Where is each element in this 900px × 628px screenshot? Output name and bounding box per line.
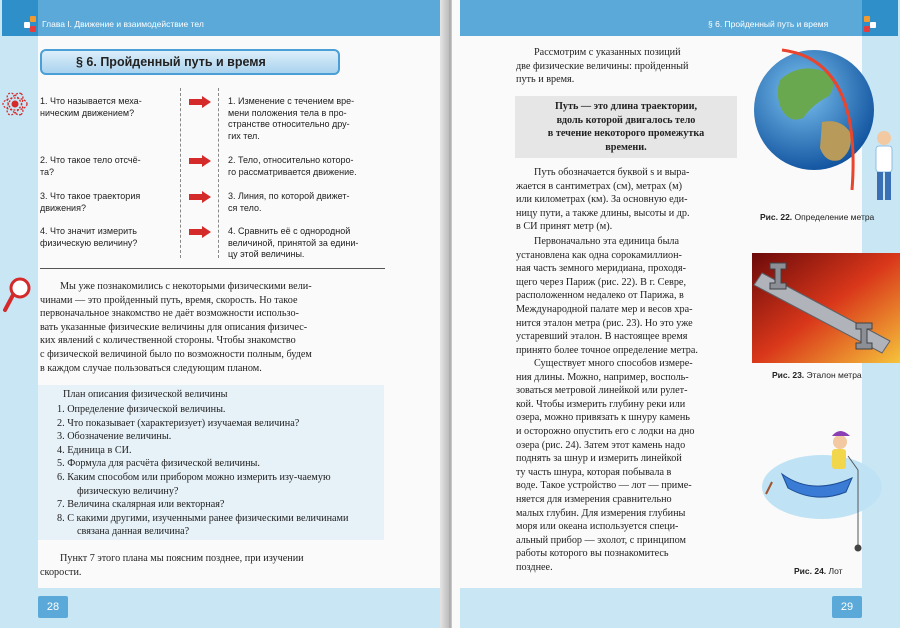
- right-corner-block: [862, 0, 898, 36]
- intro-paragraph: Мы уже познакомились с некоторыми физическими вели- чинами — это пройденный путь, время, скорость. Но такое первоначальное знакомство не даёт возможности использо- вать указанные физические величины для описания физичес- ких явлений с количественной стороны. Чтобы знакомство с физической величиной было по возможности полным, будем в каждом случае пользоваться следующим планом.: [40, 281, 312, 374]
- plan-title: План описания физической величины: [63, 389, 228, 400]
- arrow-right-icon: [189, 226, 211, 238]
- boat-figure: [762, 412, 900, 562]
- corner-dot: [864, 26, 870, 32]
- plan-item: 7. Величина скалярная или векторная?: [57, 499, 225, 511]
- answer-1: 1. Изменение с течением вре- мени положения тела в про- странстве относительно дру- гих тел.: [228, 96, 355, 141]
- left-page: [0, 0, 448, 628]
- plan-item: 8. С какими другими, изученными ранее физическими величинами связана данная величина?: [57, 512, 349, 538]
- caption-fig24: Рис. 24. Лот: [794, 566, 843, 576]
- plan-item: 6. Каким способом или прибором можно измерить изу-чаемую физическую величину?: [57, 471, 331, 497]
- paragraph-4: Существует много способов измере- ния длины. Можно, например, восполь- зоваться метровой линейкой или рулет- кой. Чтобы измерить глубину реки или озера, можно привязать к шнуру камень и осторожно опустить его с лодки на дно озера (рис. 24). Затем этот камень надо поднять за шнур и измерить линейкой ту часть шнура, которая побывала в воде. Такое устройство — лот — приме- няется для измерения сравнительно малых глубин. Для измерения глубины моря или океана используется специ- альный прибор — эхолот, с принципом работы которого вы познакомитесь позднее.: [516, 358, 695, 573]
- question-4: 4. Что значит измерить физическую величину?: [40, 226, 138, 248]
- question-1: 1. Что называется меха- ническим движением?: [40, 96, 142, 118]
- section-title: § 6. Пройденный путь и время: [40, 49, 340, 75]
- globe-figure: [752, 40, 900, 208]
- atom-icon: [0, 86, 34, 128]
- qa-divider: [180, 88, 181, 258]
- plan-item: 5. Формула для расчёта физической величины.: [57, 458, 260, 470]
- page-number: 29: [832, 596, 862, 618]
- answer-4: 4. Сравнить её с однородной величиной, принятой за едини- цу этой величины.: [228, 226, 359, 259]
- plan-item: 3. Обозначение величины.: [57, 431, 172, 443]
- question-2: 2. Что такое тело отсчё- та?: [40, 155, 141, 177]
- corner-dot: [30, 16, 36, 22]
- arrow-right-icon: [189, 155, 211, 167]
- answer-2: 2. Тело, относительно которо- го рассматривается движение.: [228, 155, 357, 177]
- caption-fig23: Рис. 23. Эталон метра: [772, 370, 862, 380]
- arrow-right-icon: [189, 96, 211, 108]
- plan-item: 2. Что показывает (характеризует) изучаемая величина?: [57, 417, 300, 429]
- corner-dot: [864, 16, 870, 22]
- outro-paragraph: Пункт 7 этого плана мы поясним позднее, при изучении скорости.: [40, 553, 304, 578]
- chapter-header: Глава I. Движение и взаимодействие тел: [42, 19, 204, 29]
- definition-box: Путь — это длина траектории, вдоль которой двигалось тело в течение некоторого промежутка времени.: [515, 96, 737, 158]
- qa-divider: [218, 88, 219, 258]
- question-3: 3. Что такое траектория движения?: [40, 191, 141, 213]
- magnifier-icon: [2, 276, 34, 316]
- corner-dot: [30, 26, 36, 32]
- plan-item: 4. Единица в СИ.: [57, 444, 132, 456]
- answer-3: 3. Линия, по которой движет- ся тело.: [228, 191, 350, 213]
- paragraph-3: Первоначально эта единица была установлена как одна сорокамиллион- ная часть земного меридиана, проходя- щего через Париж (рис. 22). В г. Севре, расположенном недалеко от Парижа, в Международной палате мер и весов хра- нится эталон метра (рис. 23). Но это уже устаревший эталон. В настоящее время принято более точное определение метра.: [516, 236, 698, 356]
- plan-list: [57, 403, 382, 539]
- paragraph-2: Путь обозначается буквой s и выра- жается в сантиметрах (см), метрах (м) или километрах (км). За основную еди- ницу пути, а также длины, высоты и др. в СИ принят метр (м).: [516, 167, 690, 233]
- section-header: § 6. Пройденный путь и время: [708, 19, 829, 29]
- corner-dot: [870, 22, 876, 28]
- arrow-right-icon: [189, 191, 211, 203]
- left-corner-block: [2, 0, 38, 36]
- plan-item: 1. Определение физической величины.: [57, 404, 226, 415]
- right-page: [452, 0, 900, 628]
- separator-line: [40, 268, 385, 269]
- paragraph-1: Рассмотрим с указанных позиций две физические величины: пройденный путь и время.: [516, 47, 689, 86]
- right-header-bar: [460, 0, 862, 36]
- page-number: 28: [38, 596, 68, 618]
- caption-fig22: Рис. 22. Определение метра: [760, 212, 875, 222]
- metre-standard-figure: [752, 253, 900, 363]
- left-header-bar: [38, 0, 440, 36]
